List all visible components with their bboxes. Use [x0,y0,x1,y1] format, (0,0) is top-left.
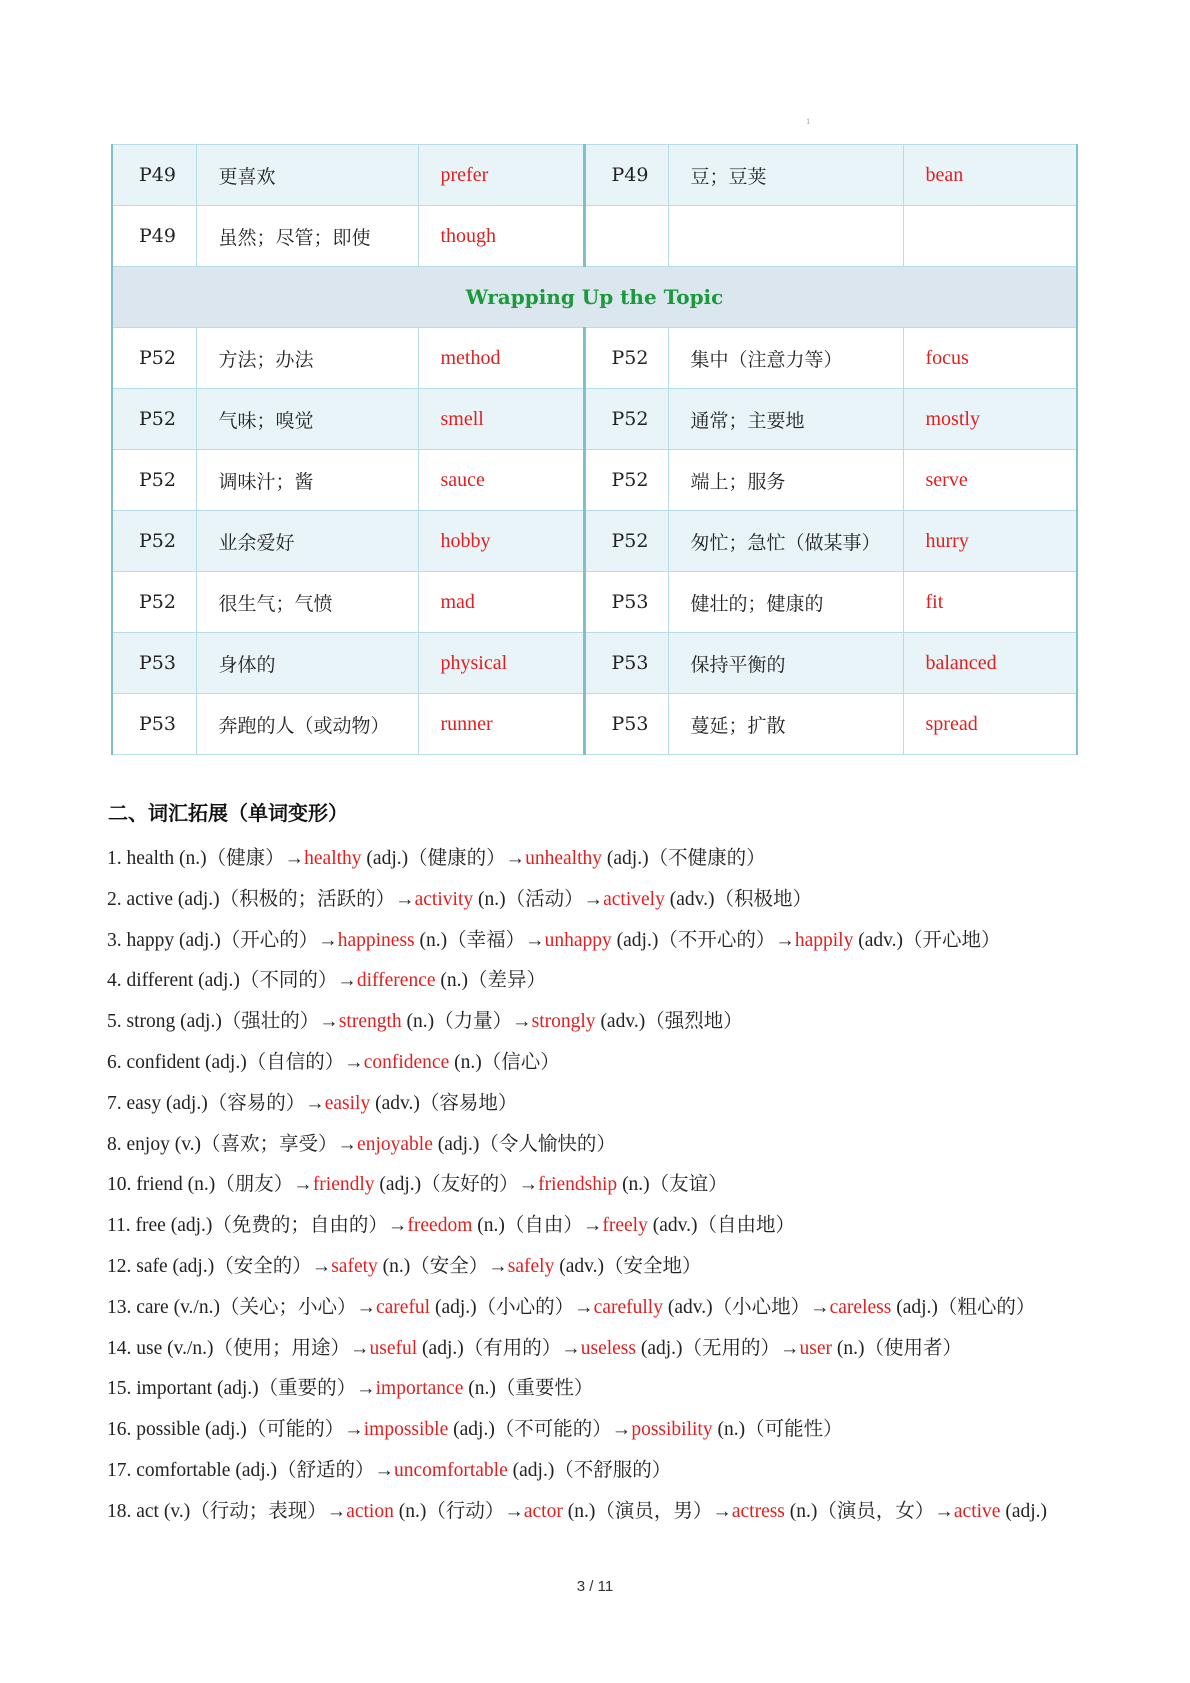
derived-word: actor [523,1500,563,1522]
derived-word: happiness [337,929,415,951]
line-text: 12. safe (adj.)（安全的）→ [107,1255,332,1277]
english-word: method [418,328,584,389]
line-text: 1. health (n.)（健康）→ [107,848,305,869]
derived-word: careful [375,1296,431,1318]
line-text: (adj.)（不舒服的） [507,1459,672,1481]
english-word: prefer [418,145,584,206]
english-word: physical [418,633,584,694]
table-row [112,694,1077,755]
chinese-meaning: 很生气；气愤 [196,572,418,633]
line-text: 2. active (adj.)（积极的；活跃的）→ [107,888,415,910]
derived-word: enjoyable [357,1133,433,1155]
chinese-meaning: 气味；嗅觉 [196,389,418,450]
line-text: (adv.)（积极地） [664,888,812,910]
chinese-meaning: 健壮的；健康的 [668,572,903,633]
line-text: 13. care (v./n.)（关心；小心）→ [107,1296,376,1318]
derived-word: safely [507,1255,555,1277]
derived-word: unhappy [544,929,612,951]
table-row [112,389,1077,450]
list-item [107,1409,1107,1450]
page-ref: P53 [112,694,196,755]
line-text: (adj.)（不健康的） [602,848,766,869]
list-item [107,1042,1107,1083]
list-item [107,1124,1107,1165]
list-item [107,1164,1107,1205]
derived-word: healthy [304,848,362,869]
english-word: sauce [418,450,584,511]
line-text: (adj.)（友好的）→ [374,1174,539,1196]
line-text: (n.)（行动）→ [393,1500,524,1522]
chinese-meaning: 蔓延；扩散 [668,694,903,755]
page-ref: P52 [584,328,668,389]
list-item [107,920,1107,961]
chinese-meaning: 虽然；尽管；即使 [196,206,418,267]
page-number: 3 / 11 [576,1578,614,1595]
derived-word: careless [829,1296,892,1318]
line-text: 5. strong (adj.)（强壮的）→ [107,1011,339,1033]
word-forms-list [107,838,1107,1532]
line-text: (adj.)（不开心的）→ [611,929,795,951]
line-text: (n.)（可能性） [712,1419,843,1441]
english-word: fit [903,572,1077,633]
derived-word: freedom [407,1215,473,1237]
page-ref: P49 [584,145,668,206]
chinese-meaning: 集中（注意力等） [668,328,903,389]
line-text: (adv.)（安全地） [554,1255,702,1277]
page-ref: P52 [112,511,196,572]
english-word: runner [418,694,584,755]
list-item [107,1246,1107,1287]
line-text: 7. easy (adj.)（容易的）→ [107,1092,325,1114]
page-ref: P52 [584,389,668,450]
english-word: focus [903,328,1077,389]
chinese-meaning: 方法；办法 [196,328,418,389]
section-row [112,267,1077,328]
line-text: (adj.)（不可能的）→ [448,1419,632,1441]
line-text: 6. confident (adj.)（自信的）→ [107,1051,364,1073]
english-word [903,206,1077,267]
line-text: (adj.)（令人愉快的） [432,1133,616,1155]
line-text: (adv.)（小心地）→ [662,1296,830,1318]
line-text: (adj.)（健康的）→ [361,848,526,869]
english-word: hobby [418,511,584,572]
line-text: 16. possible (adj.)（可能的）→ [107,1419,364,1441]
chinese-meaning: 匆忙；急忙（做某事） [668,511,903,572]
derived-word: importance [375,1378,464,1400]
vocab-table [111,144,1078,755]
derived-word: safety [331,1255,378,1277]
line-text: (n.)（使用者） [832,1337,963,1359]
chinese-meaning: 业余爱好 [196,511,418,572]
line-text: (n.)（重要性） [463,1378,594,1400]
derived-word: carefully [593,1296,663,1318]
page-ref: P52 [112,389,196,450]
english-word: hurry [903,511,1077,572]
chinese-meaning: 奔跑的人（或动物） [196,694,418,755]
derived-word: activity [414,888,474,910]
english-word: spread [903,694,1077,755]
derived-word: friendship [538,1174,618,1196]
list-item [107,1001,1107,1042]
line-text: (n.)（力量）→ [401,1011,532,1033]
table-row [112,450,1077,511]
english-word: mostly [903,389,1077,450]
english-word: bean [903,145,1077,206]
page-ref: P53 [112,633,196,694]
english-word: mad [418,572,584,633]
line-text: 10. friend (n.)（朋友）→ [107,1174,313,1196]
derived-word: useful [369,1337,418,1359]
chinese-meaning: 端上；服务 [668,450,903,511]
line-text: 3. happy (adj.)（开心的）→ [107,929,338,951]
table-row [112,206,1077,267]
line-text: (adj.)（小心的）→ [430,1296,594,1318]
line-text: (n.)（安全）→ [377,1255,508,1277]
line-text: (n.)（演员，男）→ [562,1500,732,1522]
derived-word: difference [356,970,436,992]
line-text: (adj.)（有用的）→ [417,1337,581,1359]
page-mark: 1 [806,118,811,126]
derived-word: actress [731,1500,785,1522]
line-text: 18. act (v.)（行动；表现）→ [107,1500,347,1522]
table-row [112,145,1077,206]
line-text: 4. different (adj.)（不同的）→ [107,970,357,992]
line-text: (n.)（自由）→ [472,1215,603,1237]
page-ref: P52 [584,450,668,511]
english-word: though [418,206,584,267]
english-word: smell [418,389,584,450]
line-text: (adv.)（开心地） [853,929,1001,951]
english-word: serve [903,450,1077,511]
list-item [107,1450,1107,1491]
line-text: (adv.)（自由地） [647,1215,795,1237]
line-text: (adj.)（无用的）→ [635,1337,800,1359]
derived-word: actively [603,888,665,910]
derived-word: easily [324,1092,371,1114]
chinese-meaning [668,206,903,267]
table-row [112,572,1077,633]
table-row [112,328,1077,389]
line-text: 14. use (v./n.)（使用；用途）→ [107,1337,370,1359]
list-item [107,838,1107,879]
chinese-meaning: 调味汁；酱 [196,450,418,511]
list-item [107,1368,1107,1409]
line-text: (adv.)（强烈地） [595,1011,743,1033]
derived-word: uncomfortable [394,1459,508,1481]
line-text: 17. comfortable (adj.)（舒适的）→ [107,1459,395,1481]
chinese-meaning: 更喜欢 [196,145,418,206]
derived-word: useless [580,1337,636,1359]
list-item [107,1328,1107,1369]
line-text: (adv.)（容易地） [370,1092,518,1114]
derived-word: active [953,1500,1001,1522]
derived-word: strongly [531,1011,596,1033]
derived-word: action [346,1500,394,1522]
line-text: 8. enjoy (v.)（喜欢；享受）→ [107,1133,358,1155]
line-text: 11. free (adj.)（免费的；自由的）→ [107,1215,408,1237]
english-word: balanced [903,633,1077,694]
line-text: (n.)（幸福）→ [414,929,545,951]
line-text: (n.)（友谊） [617,1174,728,1196]
section-title: Wrapping Up the Topic [112,267,1077,328]
derived-word: possibility [631,1419,713,1441]
line-text: (adj.) [1000,1500,1048,1522]
list-item [107,1287,1107,1328]
chinese-meaning: 通常；主要地 [668,389,903,450]
line-text: (n.)（差异） [435,970,547,992]
derived-word: strength [338,1011,402,1033]
page-ref [584,206,668,267]
chinese-meaning: 身体的 [196,633,418,694]
table-row [112,633,1077,694]
page-ref: P53 [584,572,668,633]
derived-word: friendly [312,1174,375,1196]
page-ref: P52 [584,511,668,572]
page-ref: P53 [584,633,668,694]
derived-word: happily [794,929,854,951]
list-item [107,1205,1107,1246]
line-text: (adj.)（粗心的） [891,1296,1036,1318]
page-ref: P49 [112,145,196,206]
section-heading: 二、词汇拓展（单词变形） [108,801,348,825]
list-item [107,1083,1107,1124]
list-item [107,960,1107,1001]
derived-word: user [799,1337,833,1359]
page-ref: P52 [112,450,196,511]
chinese-meaning: 保持平衡的 [668,633,903,694]
table-row [112,511,1077,572]
derived-word: impossible [363,1419,449,1441]
list-item [107,1491,1107,1532]
line-text: (n.)（演员，女）→ [784,1500,954,1522]
page-ref: P52 [112,572,196,633]
page-ref: P53 [584,694,668,755]
chinese-meaning: 豆；豆荚 [668,145,903,206]
line-text: (n.)（信心） [449,1051,560,1073]
derived-word: freely [602,1215,648,1237]
page-ref: P49 [112,206,196,267]
line-text: (n.)（活动）→ [473,888,604,910]
derived-word: unhealthy [525,848,603,869]
derived-word: confidence [363,1051,450,1073]
page-ref: P52 [112,328,196,389]
list-item [107,879,1107,920]
line-text: 15. important (adj.)（重要的）→ [107,1378,376,1400]
